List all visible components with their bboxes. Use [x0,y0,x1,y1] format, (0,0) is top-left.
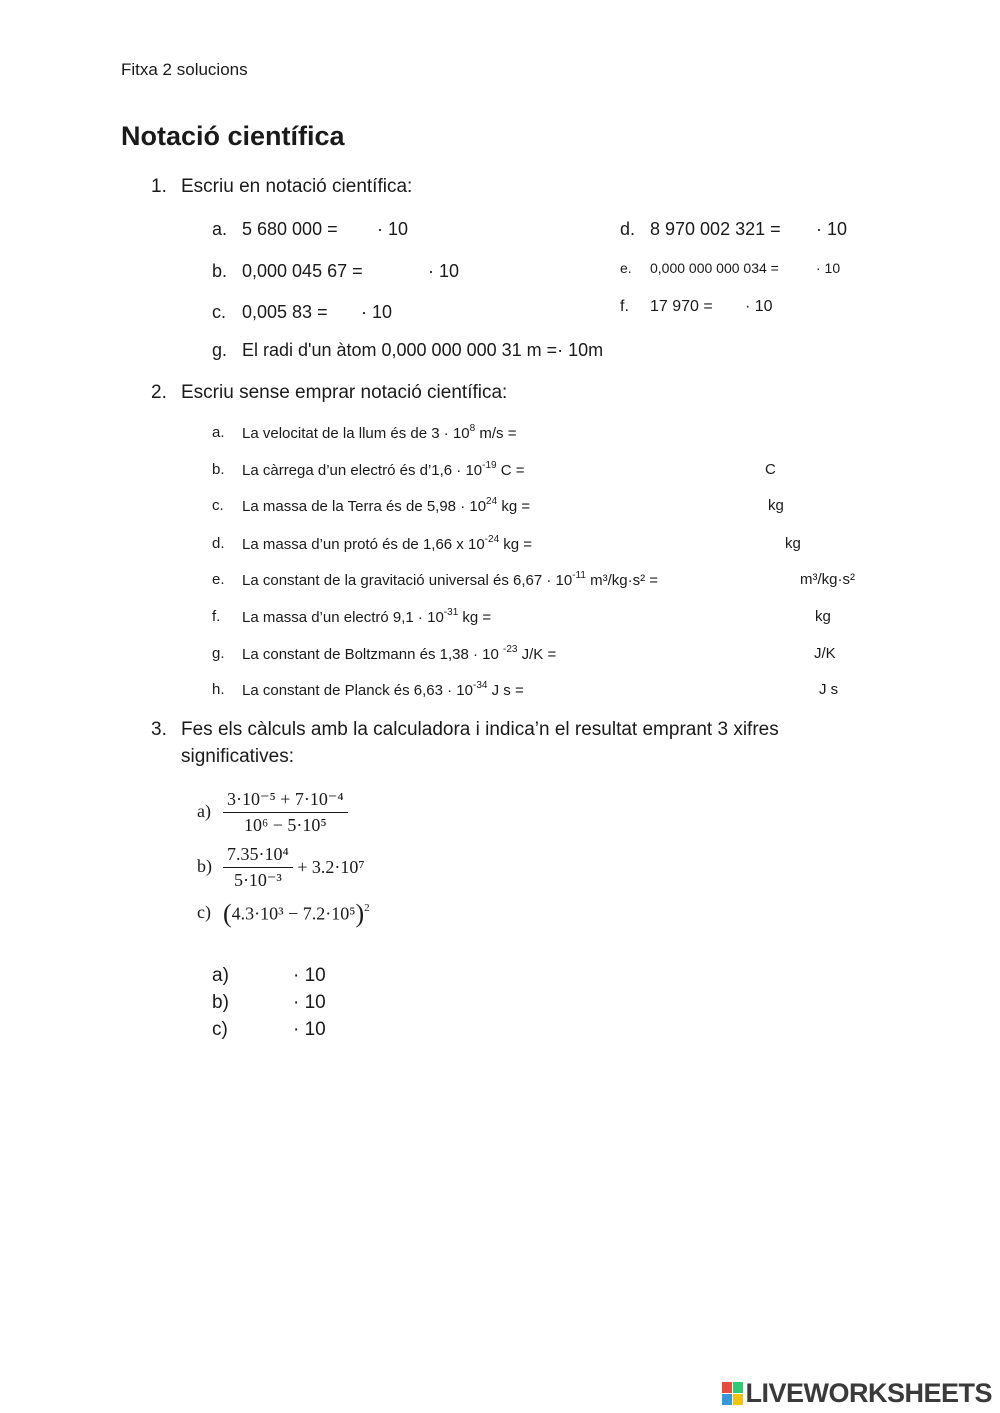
q2-item-unit: J s [819,681,839,698]
q1-item-label: a. [212,219,228,239]
q3-answer-label: b) [212,992,229,1013]
q1-item-expr: El radi d'un àtom 0,000 000 000 31 m =· 10m [242,340,604,360]
q2-item-unit: kg [815,608,831,625]
q1-item-suffix: · 10 [428,261,460,281]
q3-answer-suffix: · 10 [293,1019,326,1040]
q2-item-unit: kg [768,497,784,514]
q2-item-label: a. [212,424,225,441]
q1-item-expr: 0,000 045 67 = [242,261,363,281]
q1-item-expr: 0,000 000 000 034 = [650,260,779,276]
q2-item-text: La càrrega d’un electró és d’1,6 · $10^{-19}$ C = [242,460,525,479]
expr-b-numerator: 7.35·10⁴ [223,844,293,868]
q2-item-unit: kg [785,535,801,552]
q2-item-text: La velocitat de la llum és de $3 \cdot 10^8$ m/s = [242,423,517,442]
q2-item-text: La massa d’un electró $9,1 \cdot 10^{-31}$ kg = [242,607,492,626]
q2-item-label: f. [212,608,221,625]
q1-item-expr: 5 680 000 = [242,219,338,239]
logo-square [722,1382,732,1393]
q3-number: 3. [151,719,167,740]
q1-item-label: e. [620,260,632,276]
expr-c-body: 4.3·10³ − 7.2·10⁵ [231,903,356,924]
logo-mark-icon [722,1382,743,1405]
expr-label: c) [197,902,211,923]
logo-text: LIVEWORKSHEETS [745,1378,992,1408]
q1-number: 1. [151,176,167,197]
q2-item-label: d. [212,535,225,552]
expr-b-tail: + 3.2·10⁷ [297,857,365,877]
expr-b-denominator: 5·10⁻³ [233,870,282,890]
q2-item-text: La massa d’un protó és de 1,66 x $10^{-24}$ kg = [242,534,533,553]
q1-item-label: d. [620,219,636,239]
q1-item-expr: 8 970 002 321 = [650,219,781,239]
logo-square [733,1382,743,1393]
expr-label: b) [197,855,212,876]
q3-answer-label: a) [212,965,229,986]
q1-item-suffix: · 10 [377,219,409,239]
q1-item-label: c. [212,302,227,322]
q3-answer-label: c) [212,1019,228,1040]
q3-text-line1: Fes els càlculs amb la calculadora i indica’n el resultat emprant 3 xifres [181,719,779,740]
q3-expression-b [197,844,365,891]
q2-item-unit: m³/kg·s² [800,571,855,588]
expr-label: a) [197,800,211,821]
q2-number: 2. [151,382,167,403]
q2-item-unit: J/K [814,645,836,662]
logo-square [733,1394,743,1405]
q2-item-text: La constant de la gravitació universal és $6,67 \cdot 10^{-11}$ m³/kg·s² = [242,570,659,589]
q1-item-label: g. [212,340,228,360]
q1-item-label: f. [620,298,629,315]
q1-item-suffix: · 10 [816,219,848,239]
q1-item-suffix: · 10 [745,298,773,315]
q2-item-text: La constant de Boltzmann és 1,38 · 10 $^{-23}$ J/K = [242,644,557,663]
page-title: Notació científica [121,121,345,151]
q2-item-text: La massa de la Terra és de $5,98 \cdot 10^{24}$ kg = [242,496,531,515]
q3-expression-c: c) $(4.3\cdot 10^3 - 7.2\cdot 10^5)^2$ [197,899,370,928]
q3-answer-suffix: · 10 [293,992,326,1013]
q3-answer-suffix: · 10 [293,965,326,986]
q2-item-label: b. [212,461,225,478]
q3-text-line2: significatives: [181,746,294,767]
q2-item-label: c. [212,497,224,514]
q1-item-label: b. [212,261,228,281]
q2-item-label: h. [212,681,225,698]
expr-c-exponent: 2 [364,902,370,915]
expr-a-numerator: 3·10⁻⁵ + 7·10⁻⁴ [223,789,348,813]
q1-item-suffix: · 10 [816,260,841,276]
q1-item-expr: 0,005 83 = [242,302,328,322]
q1-text: Escriu en notació científica: [181,176,413,197]
q2-text: Escriu sense emprar notació científica: [181,382,508,403]
q2-item-unit: C [765,461,776,478]
expr-a-denominator: 10⁶ − 5·10⁵ [244,815,327,835]
logo-square [722,1394,732,1405]
q2-item-label: g. [212,645,225,662]
q2-item-label: e. [212,571,225,588]
q1-item-suffix: · 10 [361,302,393,322]
q3-expression-a [197,789,348,836]
q2-item-text: La constant de Planck és $6,63 \cdot 10^{-34}$ J s = [242,680,524,699]
q1-item-expr: 17 970 = [650,298,713,315]
liveworksheets-logo [722,1378,992,1409]
worksheet-header: Fitxa 2 solucions [121,60,248,79]
